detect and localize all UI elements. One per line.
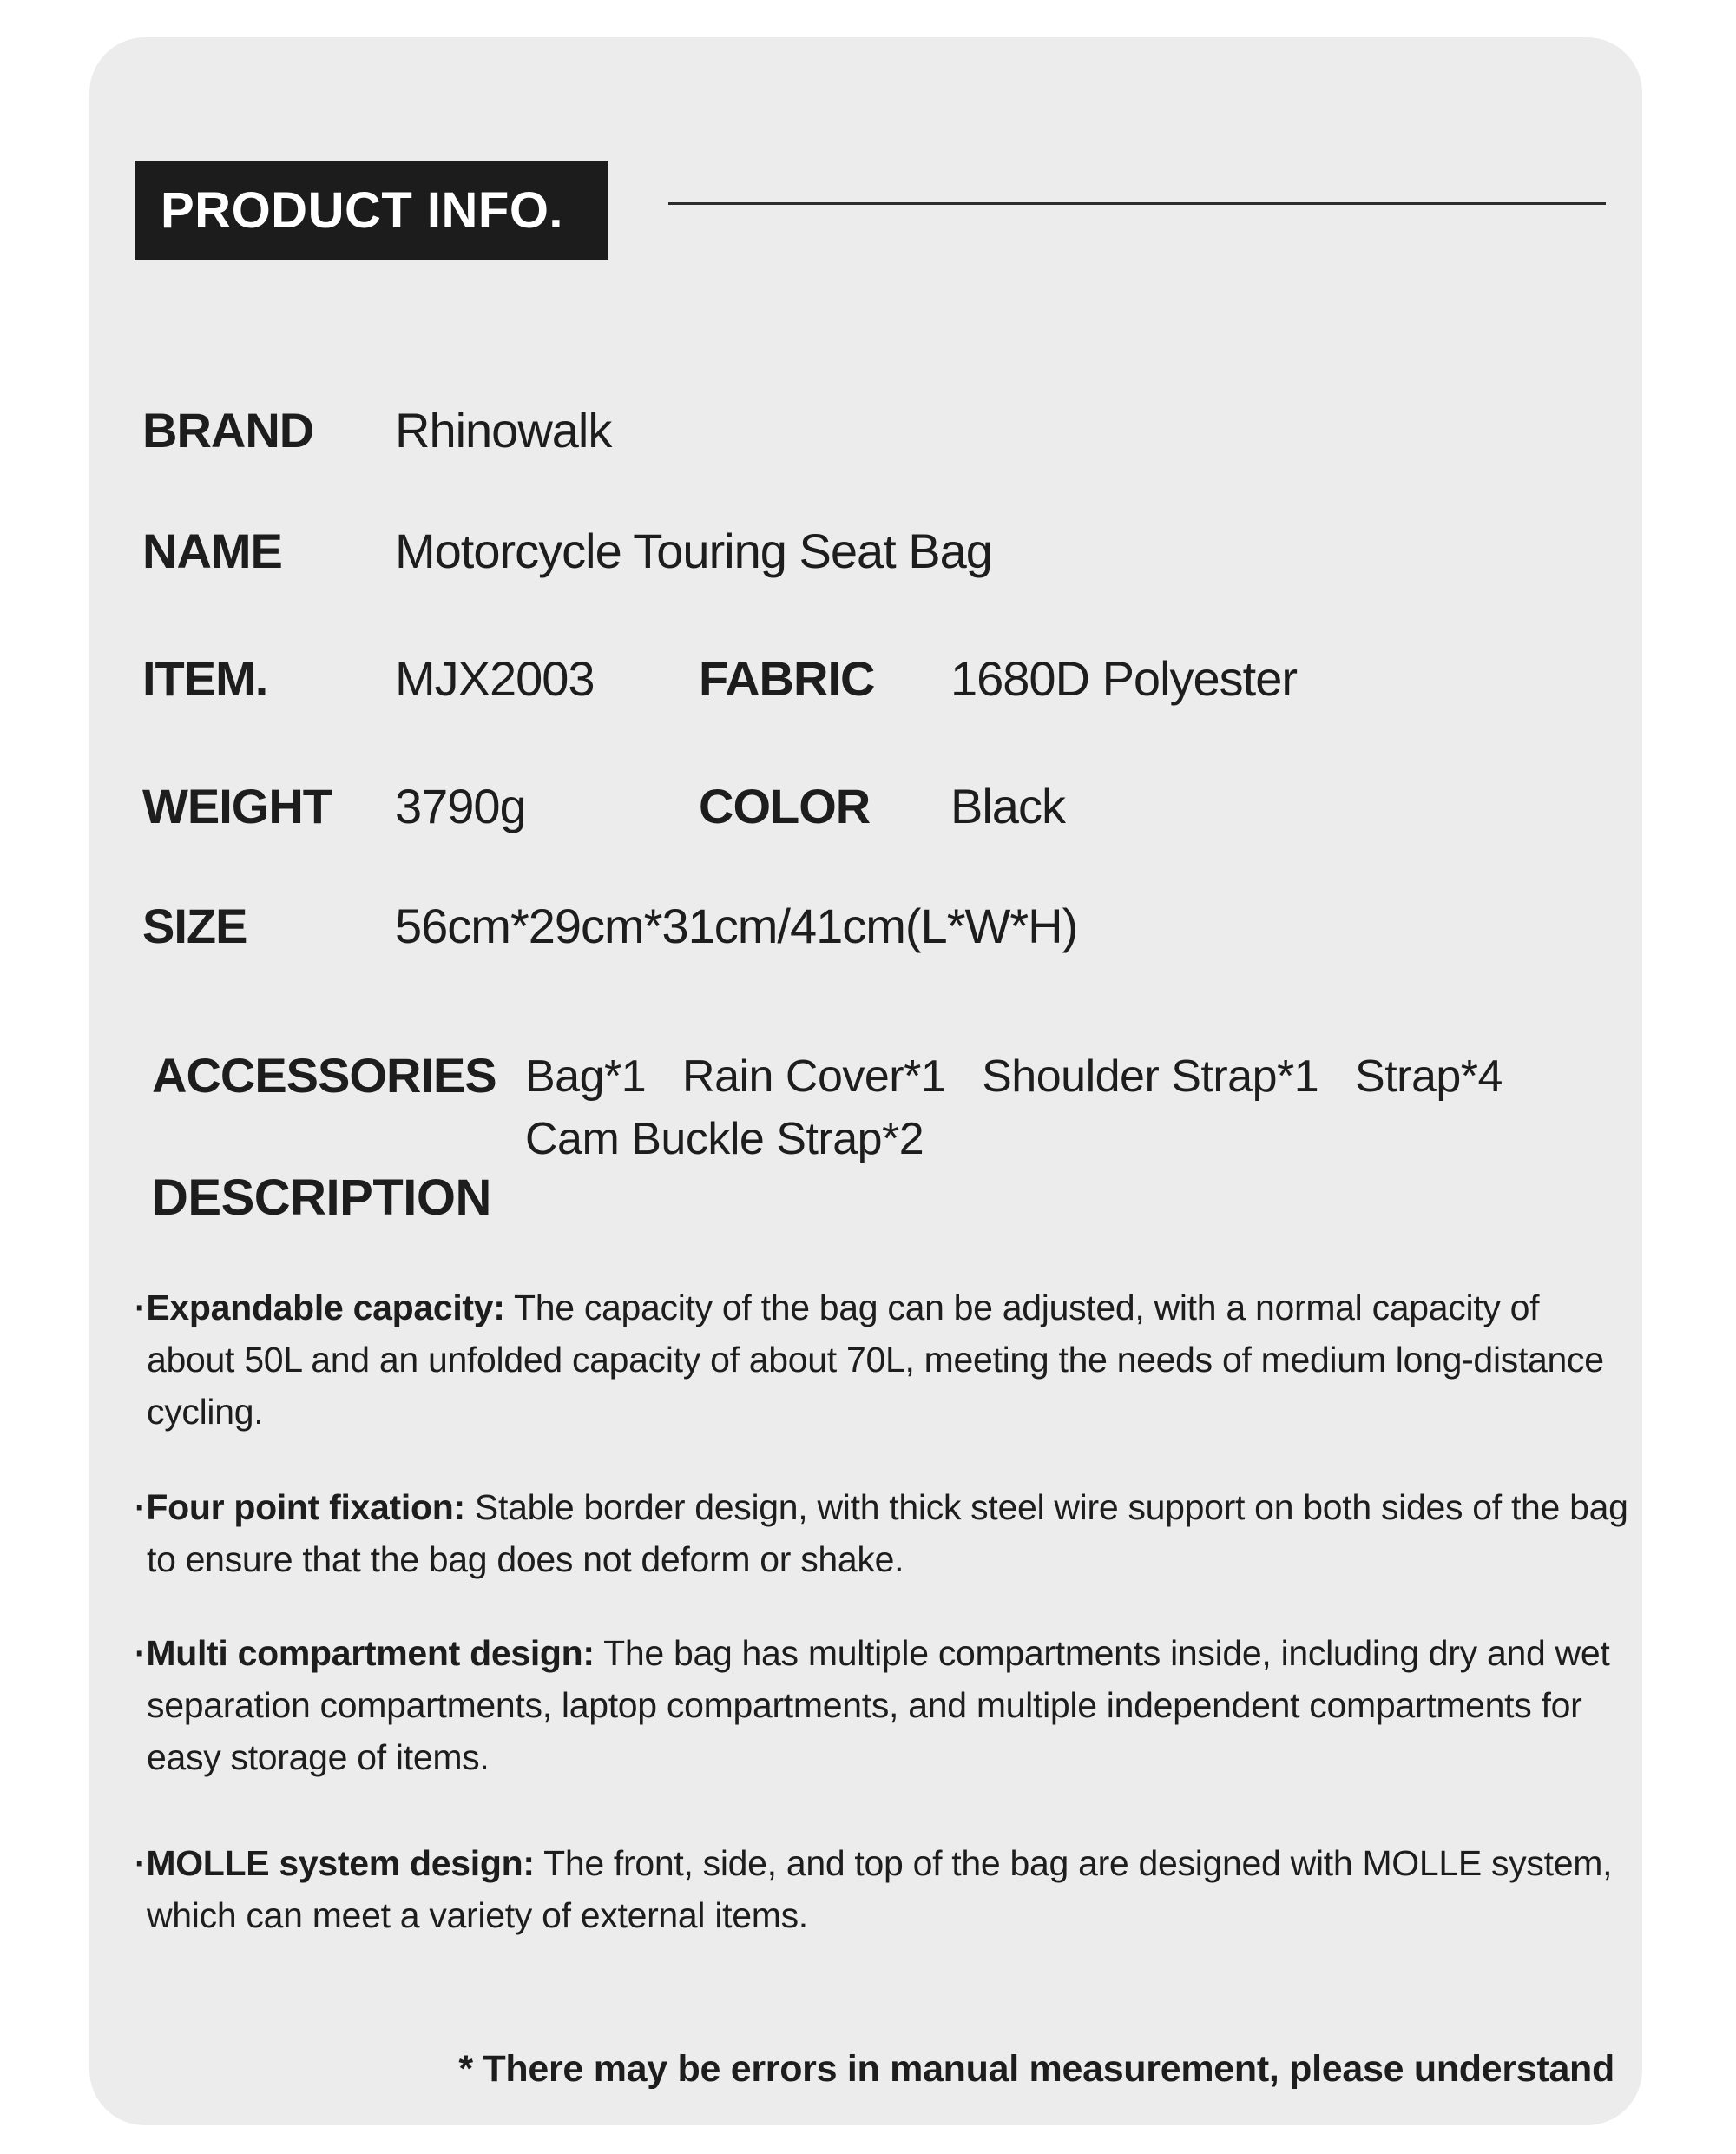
spec-value: 56cm*29cm*31cm/41cm(L*W*H) [395, 899, 1078, 953]
measurement-note: * There may be errors in manual measurement, please understand [458, 2048, 1614, 2090]
spec-label: FABRIC [699, 651, 875, 706]
section-title-box [135, 161, 608, 260]
spec-value: Black [950, 779, 1065, 833]
spec-label: COLOR [699, 779, 871, 833]
description-heading: DESCRIPTION [152, 1169, 491, 1226]
spec-value: 3790g [395, 779, 526, 833]
spec-label: SIZE [142, 899, 247, 953]
accessories-label: ACCESSORIES [152, 1048, 496, 1103]
spec-label: ITEM. [142, 651, 268, 706]
feature-lead: ·Four point fixation: [135, 1487, 465, 1527]
feature-lead: ·Multi compartment design: [135, 1633, 595, 1673]
accessories-line: Bag*1 Rain Cover*1 Shoulder Strap*1 Strap*4 [525, 1051, 1503, 1102]
spec-row-item-fabric [142, 651, 1618, 715]
spec-row-name [142, 524, 1618, 588]
feature-text: Stable border design, with thick steel wire support on both sides of the bag to ensure that the bag does not deform or shake. [147, 1487, 1628, 1579]
feature-paragraph [135, 1627, 1632, 1783]
feature-lead: ·Expandable capacity: [135, 1288, 505, 1327]
feature-text: The bag has multiple compartments inside, including dry and wet separation compartments, laptop compartments, and multiple independent compartments for easy storage of items. [147, 1633, 1610, 1777]
feature-text: The capacity of the bag can be adjusted, with a normal capacity of about 50L and an unfolded capacity of about 70L, meeting the needs of medium long-distance cycling. [147, 1288, 1604, 1432]
feature-paragraph [135, 1837, 1632, 1941]
feature-lead: ·MOLLE system design: [135, 1843, 535, 1883]
spec-label: NAME [142, 524, 282, 578]
spec-value: Motorcycle Touring Seat Bag [395, 524, 992, 578]
feature-paragraph [135, 1281, 1632, 1438]
spec-row-weight-color [142, 779, 1618, 843]
spec-label: BRAND [142, 403, 314, 458]
spec-value: Rhinowalk [395, 403, 612, 458]
spec-value: MJX2003 [395, 651, 595, 706]
spec-row-brand [142, 403, 1618, 467]
page-title: PRODUCT INFO. [161, 182, 564, 239]
spec-value: 1680D Polyester [950, 651, 1298, 706]
spec-label: WEIGHT [142, 779, 332, 833]
feature-text: The front, side, and top of the bag are designed with MOLLE system, which can meet a variety of external items. [147, 1843, 1613, 1935]
title-divider-line [668, 202, 1606, 205]
spec-row-size [142, 899, 1618, 963]
accessories-line: Cam Buckle Strap*2 [525, 1114, 924, 1164]
feature-paragraph [135, 1481, 1632, 1585]
